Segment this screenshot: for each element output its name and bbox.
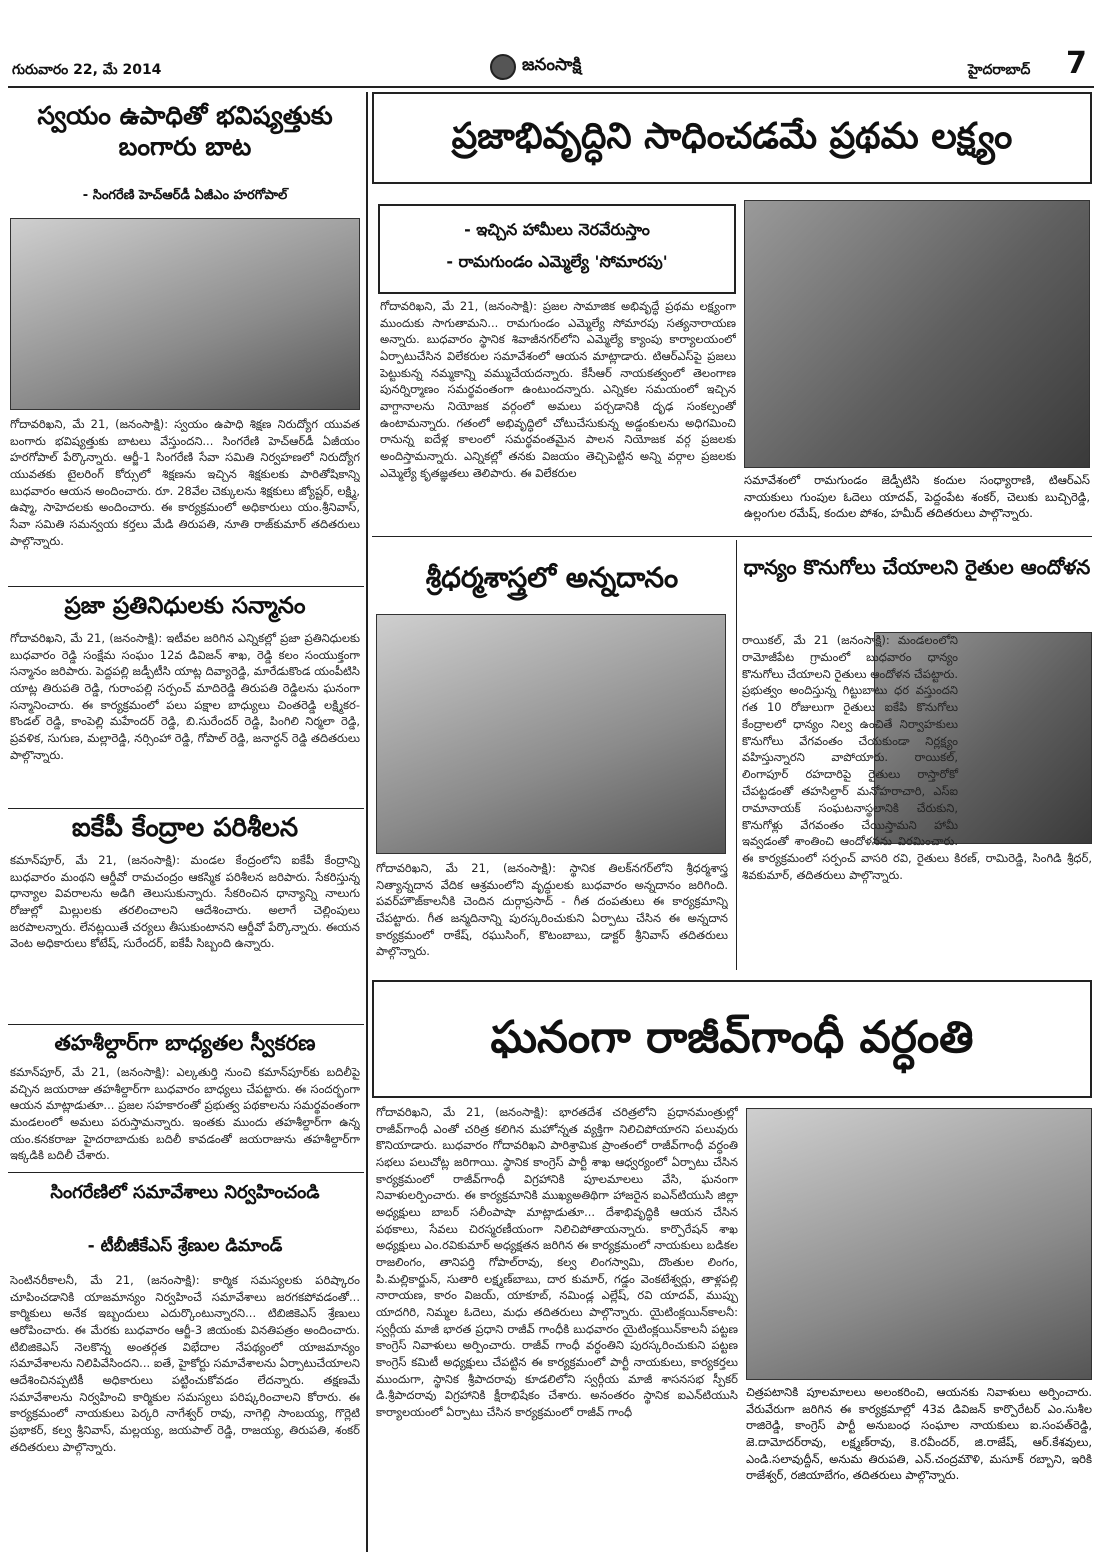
photo-cheque-presentation [10,218,360,410]
lead-body: గోదావరిఖని, మే 21, (జనంసాక్షి): ప్రజల సామాజిక అభివృద్ధే ప్రథమ లక్ష్యంగా ముందుకు సాగుతామని... రామగుండం ఎమ్మెల్యే సోమారపు సత్యనారాయణ అన్నారు. బుధవారం స్థానిక శివాజీనగర్‌లోని ఎమ్మెల్యే క్యాంపు కార్యాలయంలో ఏర్పాటుచేసిన విలేకరుల సమావేశంలో ఆయన మాట్లాడారు. టిఆర్‌ఎస్‌పై ప్రజలు పెట్టుకున్న నమ్మకాన్ని వమ్ముచేయదన్నారు. కేసీఆర్ నాయకత్వంలో తెలంగాణ పునర్నిర్మాణం సమర్థవంతంగా ఉంటుందన్నారు. ఎన్నికల సమయంలో ఇచ్చిన వాగ్దానాలను నియోజక వర్గంలో అమలు పర్చడానికి దృఢ సంకల్పంతో ఉంటామన్నారు. గతంలో అభివృద్ధిలో చోటుచేసుకున్న అడ్డంకులను అధిగమించి రానున్న ఐదేళ్ల కాలంలో సమర్థవంతమైన పాలన నియోజక వర్గ ప్రజలకు అందిస్తామన్నారు. ఎన్నికల్లో తనకు విజయం తెచ్చిపెట్టిన అన్ని వర్గాల ప్రజలకు ఎమ్మెల్యే కృతజ్ఞతలు తెలిపారు. ఈ విలేకరుల [380,299,736,480]
lead-title: ప్రజాభివృద్ధిని సాధించడమే ప్రథమ లక్ష్యం [451,116,1013,157]
article-self-employment-title: స్వయం ఉపాధితో భవిష్యత్తుకు బంగారు బాట [37,101,333,162]
divider-lead [372,536,1092,537]
divider-a4 [8,1172,364,1173]
article-felicitation-body: గోదావరిఖని, మే 21, (జనంసాక్షి): ఇటీవల జరిగిన ఎన్నికల్లో ప్రజా ప్రతినిధులకు బుధవారం రెడ్డి సంక్షేమ సంఘం 12వ డివిజన్ శాఖ, రెడ్డి కలం సంయుక్తంగా సన్మానం జరిపారు. పెద్దపల్లి జడ్పీటీసి యాట్ల దివ్యారెడ్డి, మారేడుకొండ యంపీటిసి యాట్ల తిరుపతి రెడ్డి, గురాంపల్లి సర్పంచ్ మాదిరెడ్డి తిరుపతి రెడ్డిలను ఘనంగా సన్మానించారు. ఈ కార్యక్రమంలో పలు పక్షాల బాధ్యులు చింతరెడ్డి లక్ష్మికర-కొండల్ రెడ్డి, కాంపెల్లి మహేందర్ రెడ్డి, బి.సురేందర్ రెడ్డి, పింగిలి నిర్మలా రెడ్డి, ప్రవళిక, సుగుణ, మల్లారెడ్డి, నర్సింహా రెడ్డి, గోపాల్ రెడ్డి, జనార్ధన్ రెడ్డి తదితరులు పాల్గొన్నారు. [10,631,360,762]
article-singareni-meetings-subtitle: - టీబీజీకేఎస్ శ్రేణుల డిమాండ్ [87,1236,283,1256]
photo-mla-press-meet [744,200,1090,468]
article-rajiv-title: ఘనంగా రాజీవ్‌గాంధీ వర్ధంతి [490,1012,974,1063]
article-farmers-protest-text: రాయికల్, మే 21 (జనంసాక్షి): మండలంలోని రామోజీపేట గ్రామంలో బుధవారం ధాన్యం కొనుగోలు చేయాలని రైతులు ఆందోళన చేపట్టారు. ప్రభుత్వం అందిస్తున్న గిట్టుబాటు ధర వస్తుందని గత 10 రోజులుగా రైతులు ఐకేపి కొనుగోలు కేంద్రాలలో ధాన్యం నిల్వ ఉంచితే నిర్వాహకులు కొనుగోలు వేగవంతం చేయకుండా నిర్లక్ష్యం వహిస్తున్నారని వాపోయారు. రాయికల్, లింగాపూర్ రహదారిపై రైతులు రాస్తారోకో చేపట్టడంతో తహసిల్దార్ మనోహరాచారి, ఎస్ఐ రామానాయక్ సంఘటనాస్థలానికి చేరుకుని, కొనుగోళ్లు వేగవంతం చేయిస్తామని హామీ ఇవ్వడంతో శాంతించి ఆందోళనను విరమించారు. ఈ కార్యక్రమంలో సర్పంచ్ వాసరి రవి, రైతులు కిరణ్, రామిరెడ్డి, సింగిడి శ్రీధర్, శివకుమార్, తదితరులు పాల్గొన్నారు. [742,633,1092,882]
article-ikp-inspection-body: కమాన్‌పూర్, మే 21, (జనంసాక్షి): మండల కేంద్రంలోని ఐకేపీ కేంద్రాన్ని బుధవారం మంథని ఆర్డీవో రామచంద్రం ఆకస్మిక పరిశీలన జరిపారు. సేకరిస్తున్న ధాన్యాల వివరాలను అడిగి తెలుసుకున్నారు. సేకరించిన ధాన్యాన్ని నాలుగు రోజుల్లో మిల్లులకు తరలించాలని ఆదేశించారు. అలాగే చెల్లింపులు జరపాలన్నారు. లేనట్లయితే చర్యలు తీసుకుంటానని ఆర్డీవో పేర్కొన్నారు. ఈయన వెంట అధికారులు కోటేష్, సురేందర్, ఐకేపీ సిబ్బంది ఉన్నారు. [10,853,360,951]
article-annadanam-body: గోదావరిఖని, మే 21, (జనంసాక్షి): స్థానిక తిలక్‌నగర్‌లోని శ్రీధర్మశాస్త్ర నిత్యాన్నదాన వేదిక ఆశ్రమంలోని వృద్ధులకు బుధవారం అన్నదానం జరిగింది. పవర్‌హౌజ్‌కాలనీకి చెందిన దుర్గాప్రసాద్ - గీత దంపతులు ఈ కార్యక్రమాన్ని చేపట్టారు. గీత జన్మదినాన్ని పురస్కరించుకుని ఏర్పాటు చేసిన ఈ అన్నదాన కార్యక్రమంలో రాకేష్, రఘుసింగ్, కొటంబాబు, డాక్టర్ శ్రీనివాస్ తదితరులు పాల్గొన్నారు. [376,861,728,959]
article-rajiv-caption: చిత్రపటానికి పూలమాలలు అలంకరించి, ఆయనకు నివాళులు అర్పించారు. వేరువేరుగా జరిగిన ఈ కార్యక్రమాల్లో 43వ డివిజన్ కార్పొరేటర్ ఎం.సుశీల రాజిరెడ్డి, కాంగ్రెస్ పార్టీ అనుబంధ సంఘాల నాయకులు ఐ.సంపత్‌రెడ్డి, జె.దామోదర్‌రావు, లక్ష్మణ్‌రావు, కె.రవీందర్, జి.రాజేష్, ఆర్.కేశవులు, ఎండి.సలావుద్దీన్, అనుమ తిరుపతి, ఎన్.చంద్రమౌళి, మసూక్ రబ్బాని, ఇరికి రాజేశ్వర్, రజియాబేగం, తదితరులు పాల్గొన్నారు. [746,1385,1092,1483]
article-felicitation-title: ప్రజా ప్రతినిధులకు సన్మానం [64,593,306,619]
lead-subtitle-1: - ఇచ్చిన హామీలు నెరవేరుస్తాం [464,220,650,239]
masthead [0,0,1100,90]
photo-annadanam [376,614,726,854]
lead-subtitle-box [378,204,736,294]
issue-date: గురువారం 22, మే 2014 [12,62,162,78]
article-farmers-protest-title: ధాన్యం కొనుగోలు చేయాలని రైతుల ఆందోళన [743,555,1091,579]
article-singareni-meetings-title: సింగరేణిలో సమావేశాలు నిర్వహించండి [50,1182,320,1203]
page-number: 7 [1066,46,1087,81]
article-ikp-inspection-title: ఐకేపీ కేంద్రాల పరిశీలన [71,813,299,843]
article-tahsildar-body: కమాన్‌పూర్, మే 21, (జనంసాక్షి): ఎల్కతుర్తి నుంచి కమాన్‌పూర్‌కు బదిలీపై వచ్చిన జయరాజు తహశీల్దార్‌గా బుధవారం బాధ్యలు చేపట్టారు. ఈ సందర్భంగా ఆయన మాట్లాడుతూ... ప్రజల సహకారంతో ప్రభుత్వ పథకాలను సమర్థవంతంగా మండలంలో అమలు పరుస్తామన్నారు. ఇంతకు ముందు తహశీల్దార్‌గా ఉన్న యం.కనకరాజు హైదరాబాదుకు బదిలీ కావడంతో జయరాజును తహశీల్దార్‌గా ఇక్కడికి బదిలీ చేశారు. [10,1065,360,1163]
article-tahsildar-title: తహశీల్దార్‌గా బాధ్యతల స్వీకరణ [54,1031,316,1055]
divider-a3 [8,1024,364,1025]
lead-caption: సమావేశంలో రామగుండం జెడ్పీటిసి కందుల సంధ్యారాణి, టిఆర్‌ఎస్ నాయకులు గుంపుల ఓదెలు యాదవ్, పెద్దంపేట శంకర్, చెలుకు బుచ్చిరెడ్డి, ఉల్లంగుల రమేష్, కందుల పోశం, హమీద్ తదితరులు పాల్గొన్నారు. [744,473,1090,521]
edition-city: హైదరాబాద్ [968,62,1031,78]
article-annadanam-title: శ్రీధర్మశాస్త్రలో అన్నదానం [425,561,679,594]
column-divider-left [366,92,368,1552]
photo-rajiv-statue [746,1108,1092,1380]
photo-wrap-spacer [958,632,1092,846]
lead-subtitle-2: - రామగుండం ఎమ్మెల్యే 'సోమారపు' [446,252,668,271]
article-self-employment-body: గోదావరిఖని, మే 21, (జనంసాక్షి): స్వయం ఉపాధి శిక్షణ నిరుద్యోగ యువత బంగారు భవిష్యత్తుకు బాటలు వేస్తుందని... సింగరేణి హెచ్‌ఆర్‌డీ ఏజీయం హరగోపాల్ పేర్కొన్నారు. ఆర్జీ-1 సింగరేణి సేవా సమితి నిర్వహణలో నిరుద్యోగ యువతకు టైలరింగ్ కోర్సులో శిక్షణను ఇచ్చిన శిక్షకులకు పారితోషికాన్ని బుధవారం ఆయన అందించారు. రూ. 28వేల చెక్కులను శిక్షకులు జ్యోష్టర్, లక్ష్మి, ఉష్మా, సాహెదలకు అందించారు. ఈ కార్యక్రమంలో అధికారులు యం.శ్రీనివాస్, సేవా సమితి సమన్వయ కర్తలు మేడి తిరుపతి, నూతి రాజ్‌కుమార్ తదితరులు పాల్గొన్నారు. [10,417,360,548]
article-self-employment-subtitle: - సింగరేణి హెచ్‌ఆర్‌డీ ఏజీఎం హరగోపాల్ [82,188,288,203]
logo-text: జనంసాక్షి [522,55,582,75]
lead-title-box [372,92,1092,184]
header-rule [8,86,1094,88]
article-rajiv-body: గోదావరిఖని, మే 21, (జనంసాక్షి): భారతదేశ చరిత్రలోని ప్రధానమంత్రుల్లో రాజీవ్‌గాంధీ ఎంతో చరిత్ర కలిగిన మహోన్నత వ్యక్తిగా నిలిచిపోయారని పలువురు కొనియాడారు. బుధవారం గోదావరిఖని పారిశ్రామిక ప్రాంతంలో రాజీవ్‌గాంధీ వర్ధంతి సభలు పలుచోట్ల జరిగాయి. స్థానిక కాంగ్రెస్ పార్టీ శాఖ ఆధ్వర్యంలో ఏర్పాటు చేసిన కార్యక్రమంలో రాజీవ్‌గాంధీ విగ్రహానికి పూలమాలలు వేసి, ఘనంగా నివాళులర్పించారు. ఈ కార్యక్రమానికి ముఖ్యఅతిథిగా హాజరైన ఐఎన్‌టియుసి జిల్లా అధ్యక్షులు బాబర్ సలీంపాషా మాట్లాడుతూ... దేశాభివృద్ధికి ఆయన చేసిన పథకాలు, సేవలు చిరస్మరణీయంగా నిలిచిపోతాయన్నారు. కార్పొరేషన్ శాఖ అధ్యక్షులు ఎం.రవికుమార్ అధ్యక్షతన జరిగిన ఈ కార్యక్రమంలో నాయకులు బడికల రాజలింగం, తానిపర్తి గోపాల్‌రావు, కల్వ లింగస్వామి, దొంతుల లింగం, పి.మల్లికార్జున్, సుతారి లక్ష్మణ్‌బాబు, దార కుమార్, గడ్డం వెంకటేశ్వర్లు, తాళ్లపల్లి నారాయణ, కారం విజయ్, యాకూబ్, నమిండ్ల ఎల్లేష్, రవి యాదవ్, ముప్పు యాదగిరి, నిమ్మల ఓదెలు, మధు తదితరులు పాల్గొన్నారు. యైటింక్లయిన్‌కాలనీ: స్వర్గీయ మాజీ భారత ప్రధాని రాజీవ్ గాంధీకి బుధవారం యైటింక్లయిన్‌కాలనీ పట్టణ కాంగ్రెస్ నివాళులు అర్పించారు. రాజీవ్ గాంధీ వర్ధంతిని పురస్కరించుకుని పట్టణ కాంగ్రెస్ కమిటీ అధ్యక్షులు చేపట్టిన ఈ కార్యక్రమంలో పార్టీ నాయకులు, కార్యకర్తలు ముందుగా, స్థానిక శ్రీపాదరావు కూడలిలోని స్వర్గీయ మాజీ శాసనసభ స్పీకర్ డి.శ్రీపాదరావు విగ్రహానికి క్షీరాభిషేకం చేశారు. అనంతరం స్థానిక ఐఎన్‌టియుసి కార్యాలయంలో ఏర్పాటు చేసిన కార్యక్రమంలో రాజీవ్ గాంధీ [376,1105,738,1420]
column-divider-mid [736,540,737,970]
article-singareni-meetings-body: సెంటినరీకాలనీ, మే 21, (జనంసాక్షి): కార్మిక సమస్యలకు పరిష్కారం చూపించడానికి యాజమాన్యం నిర్వహించే సమావేశాలు జరగకపోవడంతో... కార్మికులు అనేక ఇబ్బందులు ఎదుర్కొంటున్నారని... టిబిజికెఎస్ శ్రేణులు ఆరోపించారు. ఈ మేరకు బుధవారం ఆర్జీ-3 జియంకు వినతిపత్రం అందించారు. టిబిజికెఎస్ నెలకొన్న అంతర్గత విభేదాల నేపథ్యంలో యాజమాన్యం సమావేశాలను నిలిపివేసిందని... ఐతే, హైకోర్టు సమావేశాలను ఏర్పాటుచేయాలని ఆదేశించినప్పటికీ అధికారులు పట్టించుకోవడం లేదన్నారు. తక్షణమే సమావేశాలను నిర్వహించి కార్మికుల సమస్యలు పరిష్కరించాలని కోరారు. ఈ కార్యక్రమంలో నాయకులు పెర్కరి నాగేశ్వర్ రావు, నాగెల్లి సాంబయ్య, గొర్లెటి ప్రభాకర్, కల్వ శ్రీనివాస్, మల్లయ్య, జయపాల్ రెడ్డి, రాజయ్య, తిరుపతి, శంకర్ తదితరులు పాల్గొన్నారు. [10,1273,360,1454]
divider-a1 [8,586,364,587]
newspaper-logo [490,52,610,82]
logo-emblem-icon [490,54,516,80]
divider-a2 [8,808,364,809]
article-farmers-protest-body [742,632,1092,972]
rajiv-title-box [372,980,1092,1098]
